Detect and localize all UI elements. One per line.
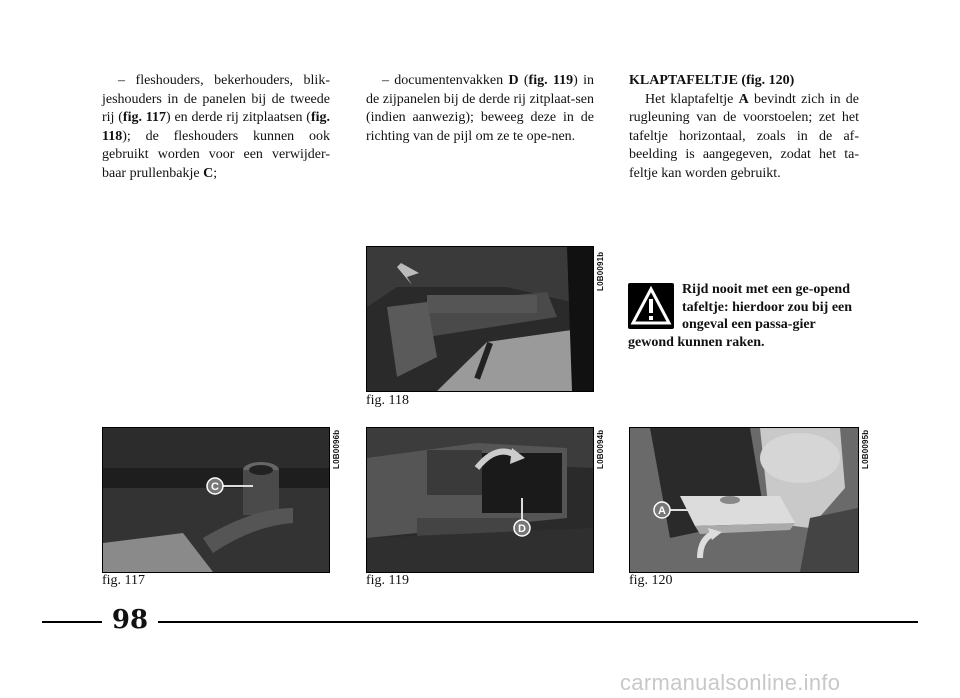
column-2-paragraph: – documentenvakken D (fig. 119) in de zijpanelen bij de derde rij zitplaat-sen (indien aanwezig); beweeg deze in de richting van de pijl om ze te ope-nen.	[366, 73, 594, 144]
section-heading: KLAPTAFELTJE (fig. 120)	[629, 73, 795, 88]
figure-120-caption: fig. 120	[629, 573, 673, 588]
figure-117-code: L0B0096b	[332, 429, 341, 469]
figure-120-label: A	[658, 505, 666, 517]
column-2-text	[366, 72, 594, 146]
column-1-paragraph: – fleshouders, bekerhouders, blik- jeshouders in de panelen bij de tweede rij (fig. 117) en derde rij zitplaatsen (fig. 118); de fleshouders kunnen ook gebruikt worden voor een verwijder- baar prullenbakje C;	[102, 73, 331, 181]
watermark: carmanualsonline.info	[620, 670, 841, 695]
footer-rule-left	[42, 621, 102, 623]
figure-119-photo	[366, 427, 594, 573]
figure-117-label: C	[211, 481, 219, 493]
column-3-paragraph: Het klaptafeltje A bevindt zich in de rugleuning van de voorstoelen; zet het tafeltje horizontaal, zoals in de af-beelding is aangegeven, zodat het ta-feltje kan worden gebruikt.	[629, 91, 859, 181]
warning-note	[628, 281, 860, 351]
figure-120-code: L0B0095b	[861, 429, 870, 469]
warning-text: Rijd nooit met een ge-opend tafeltje: hierdoor zou bij een ongeval een passa-gier gewond kunnen raken.	[628, 282, 853, 350]
figure-118-photo	[366, 246, 594, 392]
page-number: 98	[111, 605, 149, 635]
column-1-text	[102, 72, 330, 183]
footer-rule-right	[158, 621, 918, 623]
figure-120-photo	[629, 427, 859, 573]
warning-triangle-icon	[628, 283, 674, 329]
figure-119-label: D	[518, 523, 526, 535]
figure-118-caption: fig. 118	[366, 393, 410, 408]
figure-119-code: L0B0094b	[596, 429, 605, 469]
figure-118-code: L0B0091b	[596, 251, 605, 291]
figure-117-caption: fig. 117	[102, 573, 146, 588]
column-3-text	[629, 72, 859, 183]
figure-119-caption: fig. 119	[366, 573, 410, 588]
figure-117-photo	[102, 427, 330, 573]
